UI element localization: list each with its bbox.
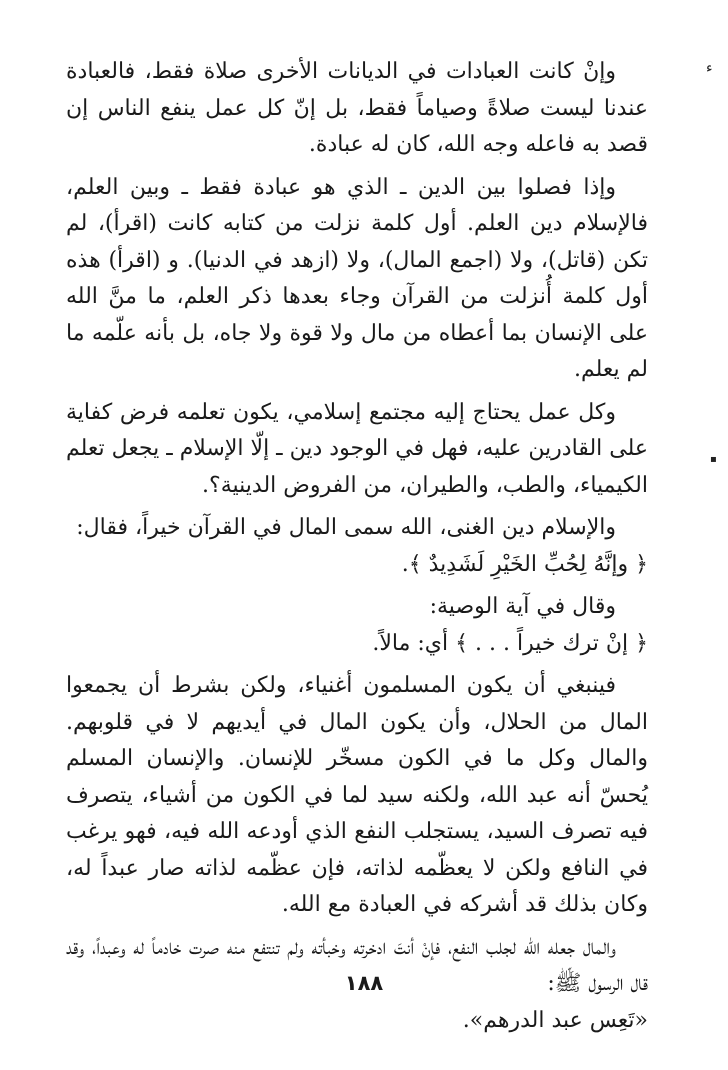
- paragraph-7-text: والمال جعله الله لجلب النفع، فإنْ أنتَ ادخرته وخبأته ولم تنتفع منه صرت خادماً له وعبداً، وقد قال الرسول ﷺ:: [66, 934, 648, 996]
- hadith-quote: «تَعِس عبد الدرهم».: [462, 1007, 648, 1033]
- paragraph-6: فينبغي أن يكون المسلمون أغنياء، ولكن بشرط أن يجمعوا المال من الحلال، وأن يكون المال في أيديهم لا في قلوبهم. والمال وكل ما في الكون مسخّر للإنسان. والإنسان المسلم يُحسّ أنه عبد الله، ولكنه سيد لما في الكون من أشياء، يتصرف فيه تصرف السيد، يستجلب النفع الذي أودعه الله فيه، فهو يرغب في النافع ولكن لا يعظّمه لذاته، فإن عظّمه لذاته صار عبداً له، وكان بذلك قد أشركه في العبادة مع الله.: [66, 673, 648, 917]
- paragraph-5-intro: وقال في آية الوصية:: [429, 594, 616, 619]
- margin-mark-2: ▪: [710, 454, 717, 465]
- paragraph-4: [66, 510, 648, 583]
- paragraph-3: وكل عمل يحتاج إليه مجتمع إسلامي، يكون تعلمه فرض كفاية على القادرين عليه، فهل في الوجود دين ـ إلّا الإسلام ـ يجعل تعلم الكيمياء، والطب، والطيران، من الفروض الدينية؟.: [66, 399, 648, 498]
- quran-verse-2: ﴿ إنْ ترك خيراً . . . ﴾ أي: مالاً.: [372, 630, 648, 656]
- paragraph-4-intro: والإسلام دين الغنى، الله سمى المال في القرآن خيراً، فقال:: [76, 515, 616, 540]
- paragraph-1: وإنْ كانت العبادات في الديانات الأخرى صلاة فقط، فالعبادة عندنا ليست صلاةً وصياماً فقط، بل إنّ كل عمل ينفع الناس إن قصد به فاعله وجه الله، كان له عبادة.: [66, 59, 648, 157]
- page-number: ١٨٨: [344, 971, 384, 995]
- page-body: [66, 54, 648, 1039]
- quran-verse-1: ﴿ وإنَّهُ لِحُبِّ الخَيْرِ لَشَدِيدٌ ﴾.: [401, 551, 648, 577]
- paragraph-2: وإذا فصلوا بين الدين ـ الذي هو عبادة فقط ـ وبين العلم، فالإسلام دين العلم. أول كلمة نزلت من كتابه كانت (اقرأ)، لم تكن (قاتل)، ولا (اجمع المال)، ولا (ازهد في الدنيا). و (اقرأ) هذه أول كلمة أُنزلت من القرآن وجاء بعدها ذكر العلم، ما منَّ الله على الإنسان بما أعطاه من مال ولا قوة ولا جاه، بل بأنه علّمه ما لم يعلم.: [66, 174, 648, 382]
- paragraph-5: [66, 589, 648, 662]
- margin-mark-1: ء: [706, 60, 713, 76]
